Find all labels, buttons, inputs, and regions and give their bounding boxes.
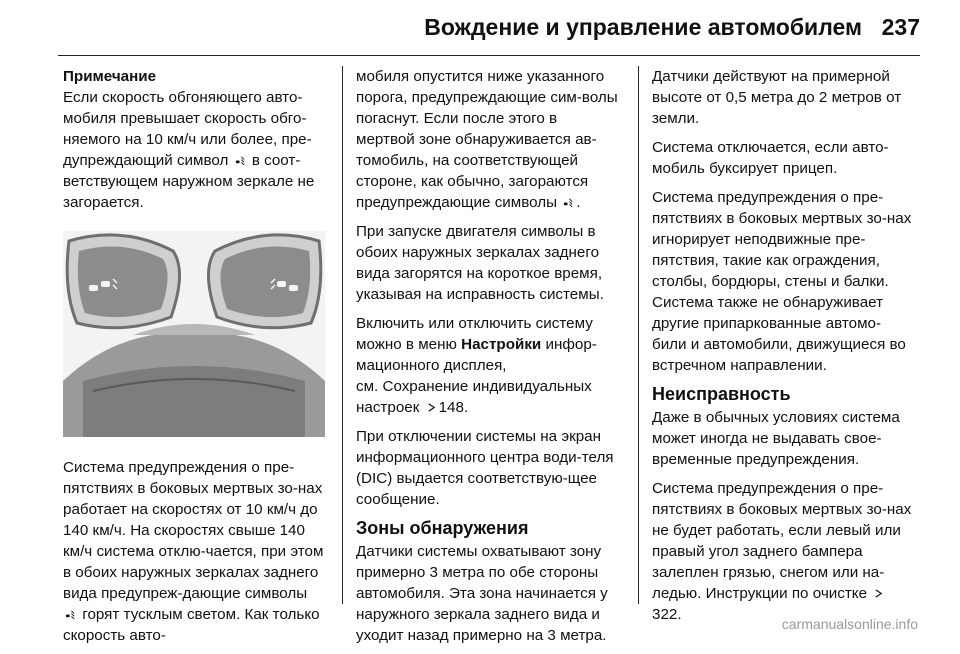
- page-title: Вождение и управление автомобилем: [424, 14, 862, 40]
- col3-paragraph-3: Система предупреждения о пре-пятствиях в боковых мертвых зо-нах игнорирует неподвижные пре-пятствия, такие как ограждения, столбы, бордюры, стены и балки. Система также не обнаруживает другие припаркованные автомо-били и автомобили, движущиеся во встречном направлении.: [652, 189, 912, 374]
- header-rule: [58, 55, 920, 56]
- section-heading-zones: Зоны обнаружения: [356, 518, 529, 538]
- col3-paragraph-2: Система отключается, если авто-мобиль буксирует прицеп.: [652, 139, 889, 177]
- col1-paragraph: [63, 457, 325, 646]
- column-divider-1: [342, 66, 343, 604]
- column-3: [652, 66, 914, 633]
- section-heading-faults: Неисправность: [652, 384, 791, 404]
- column-divider-2: [638, 66, 639, 604]
- note-text: [63, 87, 325, 213]
- note-title: Примечание: [63, 68, 157, 85]
- note-text-b: в соот-ветствующем наружном зеркале не загорается.: [63, 152, 315, 211]
- page-reference-arrow-icon: [426, 402, 437, 413]
- settings-menu-name: Настройки: [461, 336, 542, 353]
- mirror-illustration: [63, 231, 325, 437]
- col2-p1-a: мобиля опустится ниже указанного порога, предупреждающие сим-волы погаснут. Если после этого в мертвой зоне обнаруживается ав-томобиль, на соответствующей стороне, как обычно, загораются предупреждающие символы: [356, 68, 618, 211]
- col2-p3-a: Включить или отключить систему можно в меню: [356, 315, 593, 353]
- blind-spot-warning-icon: [563, 197, 574, 208]
- col2-p3-b: инфор-мационного дисплея,: [356, 336, 597, 374]
- column-1: [63, 66, 325, 654]
- column-2: [356, 66, 618, 654]
- page-reference-arrow-icon: [873, 588, 884, 599]
- col1-p1-a: Система предупреждения о пре-пятствиях в боковых мертвых зо-нах работает на скоростях от 10 км/ч до 140 км/ч. На скоростях свыше 140 км/ч система отклю-чается, при этом в обоих наружных зеркалах заднего вида предупреж-дающие символы: [63, 459, 324, 602]
- page-number: 237: [881, 14, 920, 40]
- col2-paragraph-2: При запуске двигателя символы в обоих наружных зеркалах заднего вида загорятся на короткое время, указывая на исправность системы.: [356, 223, 604, 303]
- col2-paragraph-5: Датчики системы охватывают зону примерно 3 метра по обе стороны автомобиля. Эта зона начинается у наружного зеркала заднего вида и уходит назад примерно на 3 метра.: [356, 543, 608, 644]
- page-ref-number: 322.: [652, 606, 682, 623]
- blind-spot-warning-icon: [235, 155, 246, 166]
- watermark: carmanualsonline.info: [781, 616, 918, 632]
- col2-paragraph-4: При отключении системы на экран информационного центра води-теля (DIC) выдается соответствую-щее сообщение.: [356, 428, 614, 508]
- page-header: [0, 0, 960, 56]
- note-block: [63, 66, 325, 213]
- page-ref-number: 148.: [438, 399, 469, 416]
- col3-paragraph-5: [652, 478, 914, 625]
- col2-p3-c: см. Сохранение индивидуальных настроек: [356, 378, 592, 416]
- note-text-a: Если скорость обгоняющего авто-мобиля превышает скорость обго-няемого на 10 км/ч или более, пре-дупреждающий символ: [63, 89, 312, 169]
- col2-paragraph-1: [356, 66, 618, 213]
- page-ref-link[interactable]: [424, 399, 469, 416]
- col1-p1-b: горят тусклым светом. Как только скорость авто-: [63, 606, 320, 644]
- col3-p5-a: Система предупреждения о пре-пятствиях в боковых мертвых зо-нах не будет работать, если левый или правый угол заднего бампера залеплен грязью, снегом или на-ледью. Инструкции по очистке: [652, 480, 912, 602]
- col3-paragraph-4: Даже в обычных условиях система может иногда не выдавать свое-временные предупреждения.: [652, 409, 900, 468]
- col2-p1-b: .: [576, 194, 581, 211]
- col3-paragraph-1: Датчики действуют на примерной высоте от 0,5 метра до 2 метров от земли.: [652, 68, 902, 127]
- blind-spot-warning-icon: [65, 609, 76, 620]
- col2-paragraph-3: [356, 313, 618, 418]
